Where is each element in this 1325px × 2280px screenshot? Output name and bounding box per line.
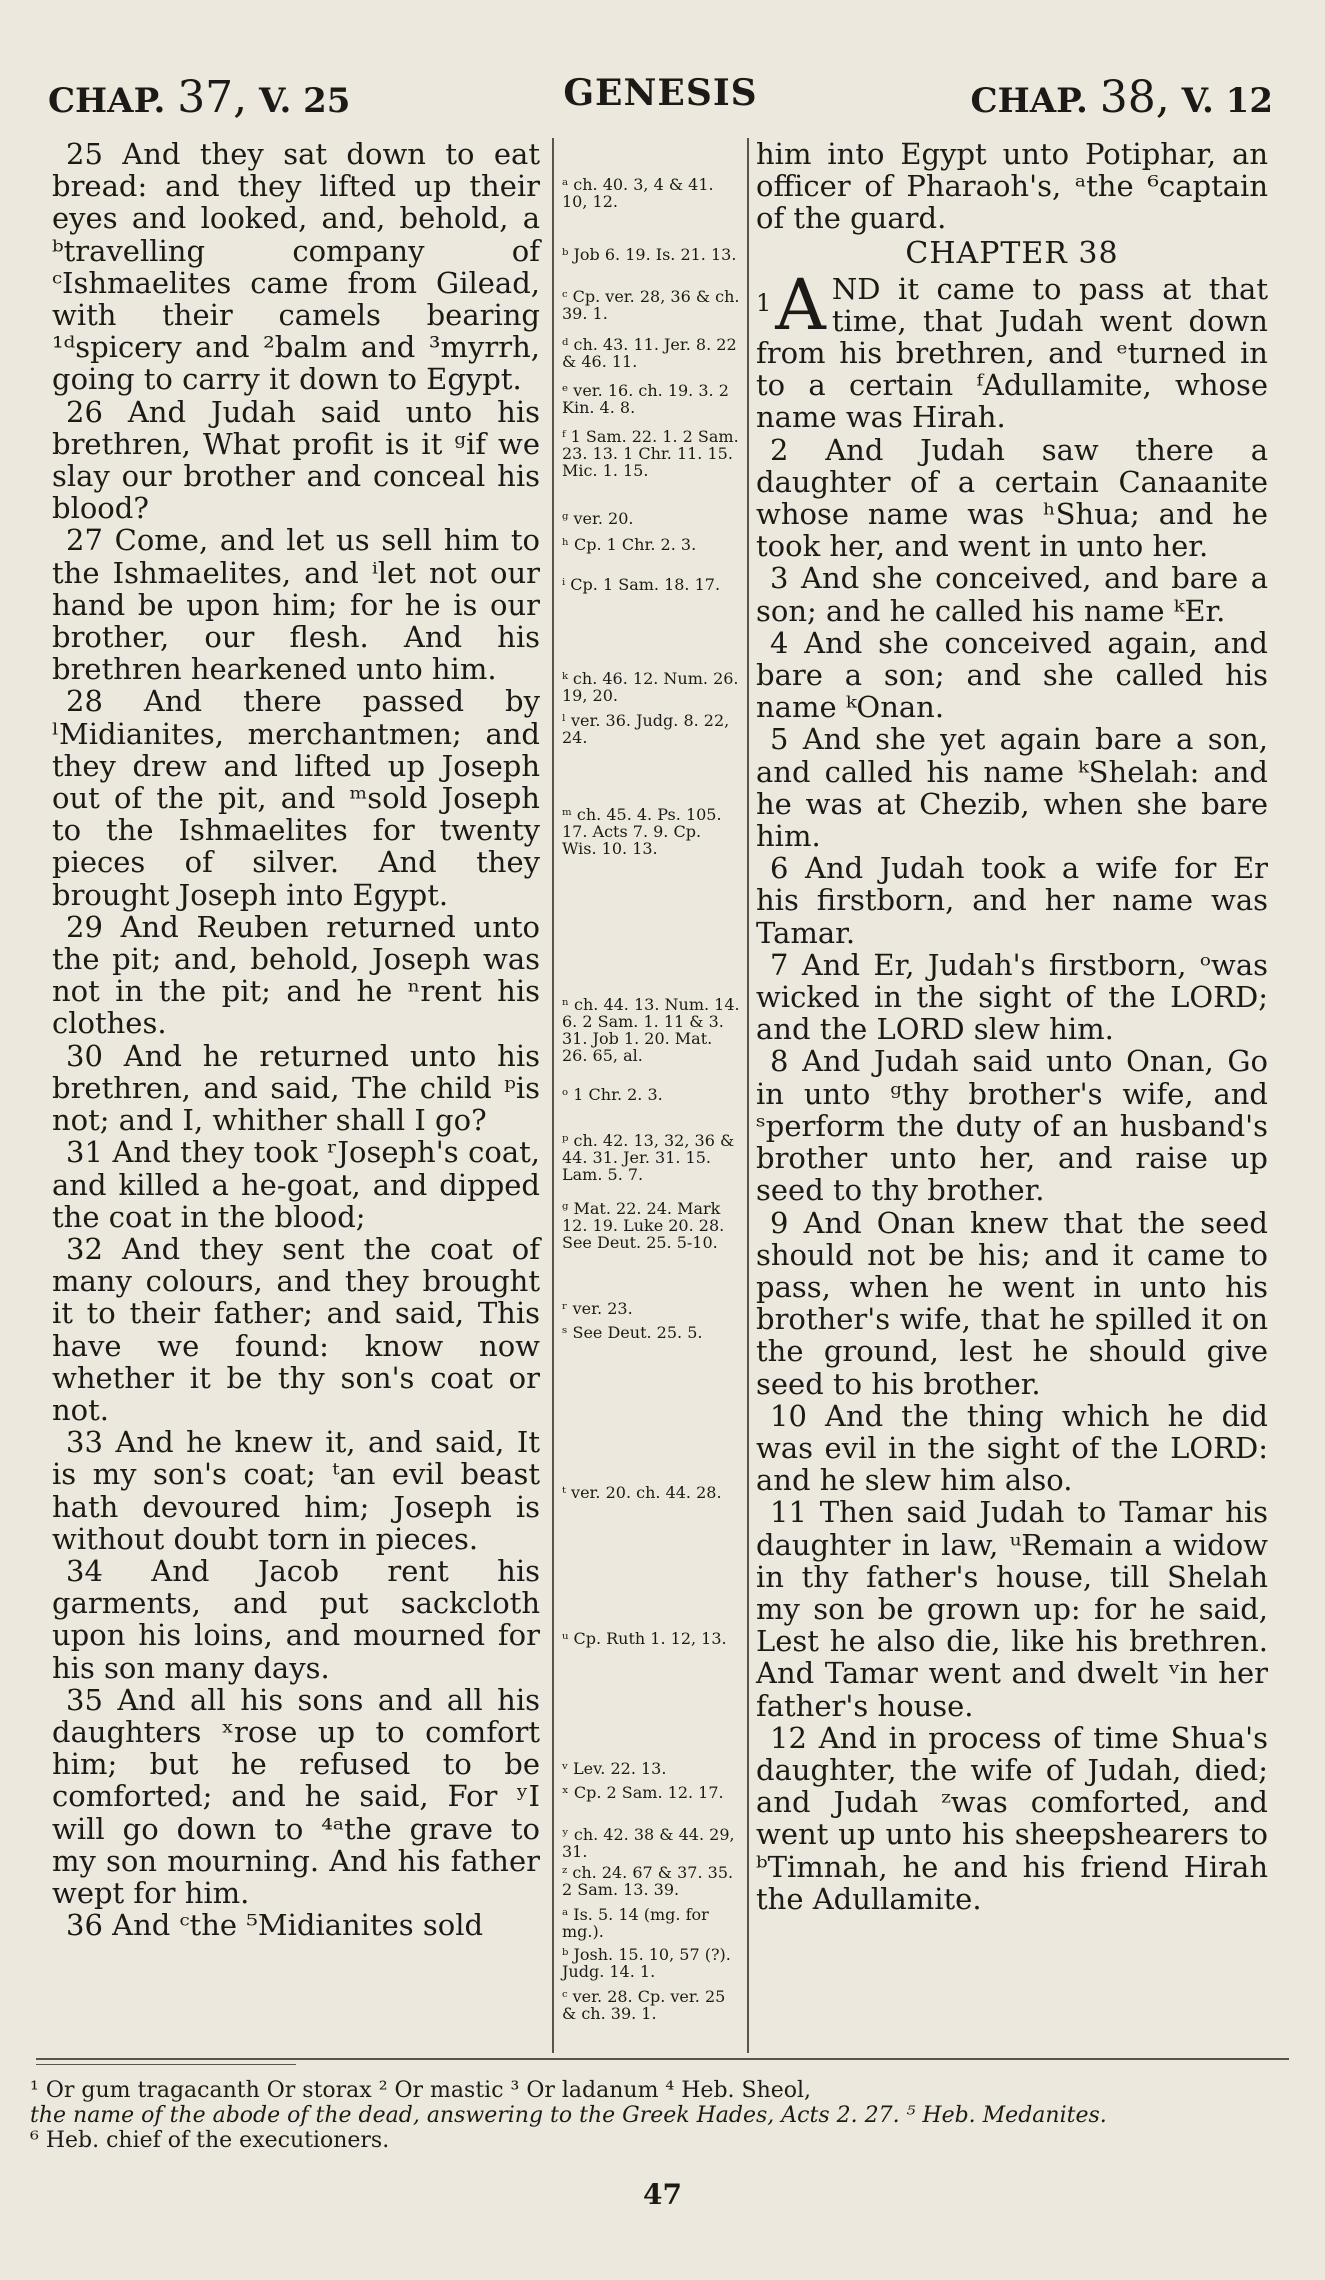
verse: 12 And in process of time Shua's daughter, the wife of Judah, died; and Judah ᶻwas comforted, and went up unto his sheepshearers to ᵇTimnah, he and his friend Hirah the Adullamite. <box>756 1720 1268 1916</box>
cross-reference: ᵏ ch. 46. 12. Num. 26. 19, 20. <box>562 669 739 705</box>
cross-reference: ᵍ Mat. 22. 24. Mark 12. 19. Luke 20. 28. See Deut. 25. 5-10. <box>562 1199 725 1252</box>
cross-reference: ᵖ ch. 42. 13, 32, 36 & 44. 31. Jer. 31. 15. Lam. 5. 7. <box>562 1131 735 1184</box>
chapter-heading: CHAPTER 38 <box>905 235 1119 271</box>
cross-reference: ᵈ ch. 43. 11. Jer. 8. 22 & 46. 11. <box>562 335 737 371</box>
verse: 3 And she conceived, and bare a son; and he called his name ᵏEr. <box>756 561 1268 628</box>
page-number: 47 <box>643 2178 682 2211</box>
cross-reference: ᵐ ch. 45. 4. Ps. 105. 17. Acts 7. 9. Cp. Wis. 10. 13. <box>562 805 722 858</box>
cross-reference: ᵗ ver. 20. ch. 44. 28. <box>562 1483 722 1502</box>
footnote-line: the name of the abode of the dead, answering to the Greek Hades, Acts 2. 27. ⁵ Heb. Medanites. <box>30 2103 1107 2128</box>
drop-cap: A <box>775 263 826 346</box>
cross-reference: ᵇ Josh. 15. 10, 57 (?). Judg. 14. 1. <box>562 1945 731 1981</box>
book-title: GENESIS <box>563 72 758 114</box>
verse: 27 Come, and let us sell him to the Ishmaelites, and ⁱlet not our hand be upon him; for he is our brother, our flesh. And his brethren hearkened unto him. <box>52 523 540 687</box>
verse: 26 And Judah said unto his brethren, What profit is it ᵍif we slay our brother and conceal his blood? <box>52 394 540 526</box>
verse: 33 And he knew it, and said, It is my son's coat; ᵗan evil beast hath devoured him; Joseph is without doubt torn in pieces. <box>52 1425 540 1556</box>
column-divider-right <box>747 138 749 2053</box>
verse: 9 And Onan knew that the seed should not be his; and it came to pass, when he went in unto his brother's wife, that he spilled it on the ground, lest he should give seed to his brother. <box>756 1205 1268 1401</box>
header-left-chapter: 37, <box>177 72 248 123</box>
footnote-rule-short <box>36 2064 296 2065</box>
verse: 36 And ᶜthe ⁵Midianites sold <box>66 1908 484 1943</box>
verse-continuation: him into Egypt unto Potiphar, an officer of Pharaoh's, ᵃthe ⁶captain of the guard. <box>756 137 1268 236</box>
verse: 5 And she yet again bare a son, and called his name ᵏShelah: and he was at Chezib, when she bare him. <box>756 722 1268 854</box>
cross-reference: ˢ See Deut. 25. 5. <box>562 1323 703 1342</box>
verse: 28 And there passed by ˡMidianites, merchantmen; and they drew and lifted up Joseph out of the pit, and ᵐsold Joseph to the Ishmaelites for twenty pieces of silver. And they brought Joseph into Egypt. <box>52 684 540 912</box>
header-left-verse: V. 25 <box>259 81 351 121</box>
cross-reference: ᵘ Cp. Ruth 1. 12, 13. <box>562 1629 727 1648</box>
verse: 29 And Reuben returned unto the pit; and, behold, Joseph was not in the pit; and he ⁿrent his clothes. <box>52 909 540 1041</box>
header-right-chapter: 38, <box>1099 72 1170 123</box>
verse-1 <box>756 263 1268 435</box>
cross-reference: ⁿ ch. 44. 13. Num. 14. 6. 2 Sam. 1. 11 & 3. 31. Job 1. 20. Mat. 26. 65, al. <box>562 995 740 1065</box>
header-right-label: CHAP. <box>970 81 1088 121</box>
cross-reference: ᵉ ver. 16. ch. 19. 3. 2 Kin. 4. 8. <box>562 381 729 417</box>
verse: 4 And she conceived again, and bare a son; and she called his name ᵏOnan. <box>756 625 1268 725</box>
cross-reference: ᶠ 1 Sam. 22. 1. 2 Sam. 23. 13. 1 Chr. 11. 15. Mic. 1. 15. <box>562 427 739 480</box>
cross-reference: ᵇ Job 6. 19. Is. 21. 13. <box>562 245 737 264</box>
footnotes <box>30 2078 1289 2153</box>
cross-reference: ᵃ Is. 5. 14 (mg. for mg.). <box>562 1905 709 1941</box>
cross-reference: ˡ ver. 36. Judg. 8. 22, 24. <box>562 711 730 747</box>
cross-reference: ʰ Cp. 1 Chr. 2. 3. <box>562 535 697 554</box>
header-right <box>971 72 1273 123</box>
column-divider-left <box>552 138 554 2053</box>
cross-reference: ᶜ ver. 28. Cp. ver. 25 & ch. 39. 1. <box>562 1987 726 2023</box>
cross-reference: ʸ ch. 42. 38 & 44. 29, 31. <box>562 1825 735 1861</box>
verse: 11 Then said Judah to Tamar his daughter in law, ᵘRemain a widow in thy father's house, till Shelah my son be grown up: for he said, Lest he also die, like his brethren. And Tamar went and dwelt ᵛin her father's house. <box>756 1495 1268 1723</box>
verse: 7 And Er, Judah's firstborn, ᵒwas wicked in the sight of the LORD; and the LORD slew him. <box>756 947 1268 1047</box>
cross-reference: ᶜ Cp. ver. 28, 36 & ch. 39. 1. <box>562 287 740 323</box>
running-header <box>48 72 1273 132</box>
header-right-verse: V. 12 <box>1181 81 1273 121</box>
footnote-line: ⁶ Heb. chief of the executioners. <box>30 2128 390 2153</box>
verse: 6 And Judah took a wife for Er his firstborn, and her name was Tamar. <box>756 851 1268 950</box>
cross-reference: ᶻ ch. 24. 67 & 37. 35. 2 Sam. 13. 39. <box>562 1863 734 1899</box>
footnote-rule <box>36 2058 1289 2060</box>
verse-number: 1 <box>756 288 772 317</box>
cross-reference: ᵃ ch. 40. 3, 4 & 41. 10, 12. <box>562 175 714 211</box>
verse: 34 And Jacob rent his garments, and put sackcloth upon his loins, and mourned for his son many days. <box>52 1553 540 1685</box>
right-text-column <box>756 138 1268 1915</box>
verse-text: ND it came to pass at that time, that Judah went down from his brethren, and ᵉturned in to a certain ᶠAdullamite, whose name was Hirah. <box>756 271 1268 435</box>
header-left-label: CHAP. <box>48 81 166 121</box>
verse: 2 And Judah saw there a daughter of a certain Canaanite whose name was ʰShua; and he took her, and went in unto her. <box>756 432 1268 564</box>
cross-reference: ʳ ver. 23. <box>562 1299 633 1318</box>
verse: 32 And they sent the coat of many colours, and they brought it to their father; and said, This have we found: know now whether it be thy son's coat or not. <box>52 1231 540 1427</box>
verse: 35 And all his sons and all his daughters ˣrose up to comfort him; but he refused to be comforted; and he said, For ʸI will go down to ⁴ᵃthe grave to my son mourning. And his father wept for him. <box>52 1682 540 1910</box>
left-text-column <box>52 138 540 1941</box>
cross-reference: ᵒ 1 Chr. 2. 3. <box>562 1085 663 1104</box>
cross-reference: ˣ Cp. 2 Sam. 12. 17. <box>562 1783 724 1802</box>
footnote-line: ¹ Or gum tragacanth Or storax ² Or mastic ³ Or ladanum ⁴ Heb. Sheol, <box>30 2078 812 2103</box>
verse: 30 And he returned unto his brethren, and said, The child ᵖis not; and I, whither shall I go? <box>52 1038 540 1138</box>
cross-reference: ⁱ Cp. 1 Sam. 18. 17. <box>562 575 721 594</box>
verse: 10 And the thing which he did was evil in the sight of the LORD: and he slew him also. <box>756 1398 1268 1498</box>
cross-reference: ᵛ Lev. 22. 13. <box>562 1759 667 1778</box>
verse: 25 And they sat down to eat bread: and they lifted up their eyes and looked, and, behold, a ᵇtravelling company of ᶜIshmaelites came from Gilead, with their camels bearing ¹ᵈspicery and ²balm and ³myrrh, going to carry it down to Egypt. <box>52 137 540 397</box>
cross-reference: ᵍ ver. 20. <box>562 509 634 528</box>
verse: 8 And Judah said unto Onan, Go in unto ᵍthy brother's wife, and ˢperform the duty of an husband's brother unto her, and raise up seed to thy brother. <box>756 1044 1268 1208</box>
verse: 31 And they took ʳJoseph's coat, and killed a he-goat, and dipped the coat in the blood; <box>52 1135 540 1234</box>
